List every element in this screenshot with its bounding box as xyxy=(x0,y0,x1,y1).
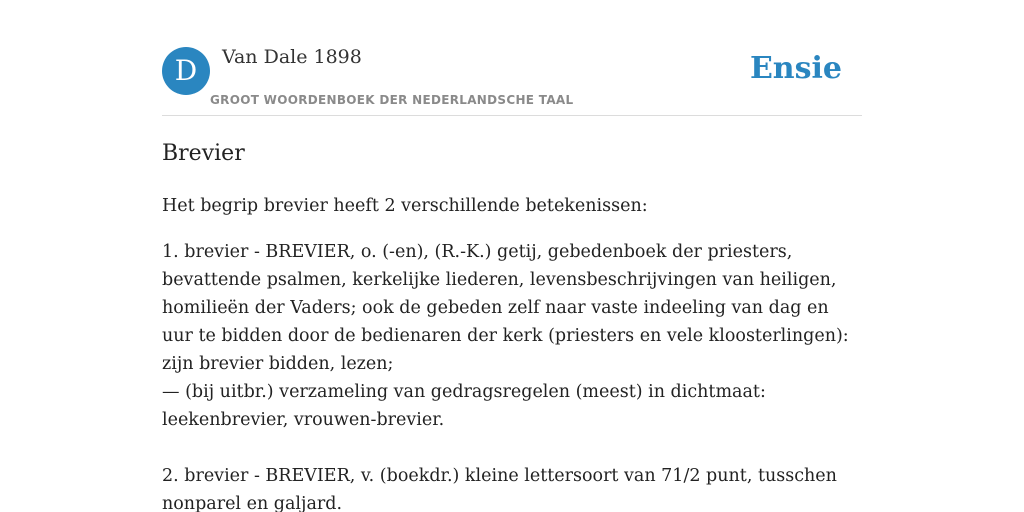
source-subtitle: GROOT WOORDENBOEK DER NEDERLANDSCHE TAAL xyxy=(210,93,574,107)
definition-1-extra: — (bij uitbr.) verzameling van gedragsregelen (meest) in dichtmaat: leekenbrevier, vrouwen-brevier. xyxy=(162,382,766,430)
ensie-logo[interactable]: Ensie xyxy=(749,51,842,86)
definition-2-text: 2. brevier - BREVIER, v. (boekdr.) kleine lettersoort van 71/2 punt, tusschen nonparel en galjard. xyxy=(162,466,837,512)
definition-1-text: 1. brevier - BREVIER, o. (-en), (R.-K.) getij, gebedenboek der priesters, bevattende psalmen, kerkelijke liederen, levensbeschrijvingen van heiligen, homilieën der Vaders; ook de gebeden zelf naar vaste indeeling van dag en uur te bidden door de bedienaren der kerk (priesters en vele kloosterlingen): zijn brevier bidden, lezen; xyxy=(162,242,849,374)
source-title[interactable]: Van Dale 1898 xyxy=(222,46,362,68)
definition-1 xyxy=(162,238,862,434)
entry-content xyxy=(162,138,862,512)
entry-intro: Het begrip brevier heeft 2 verschillende betekenissen: xyxy=(162,196,648,216)
definition-2 xyxy=(162,462,862,512)
site-header xyxy=(162,0,862,116)
entry-title: Brevier xyxy=(162,141,245,166)
source-logo[interactable]: D xyxy=(162,47,210,95)
